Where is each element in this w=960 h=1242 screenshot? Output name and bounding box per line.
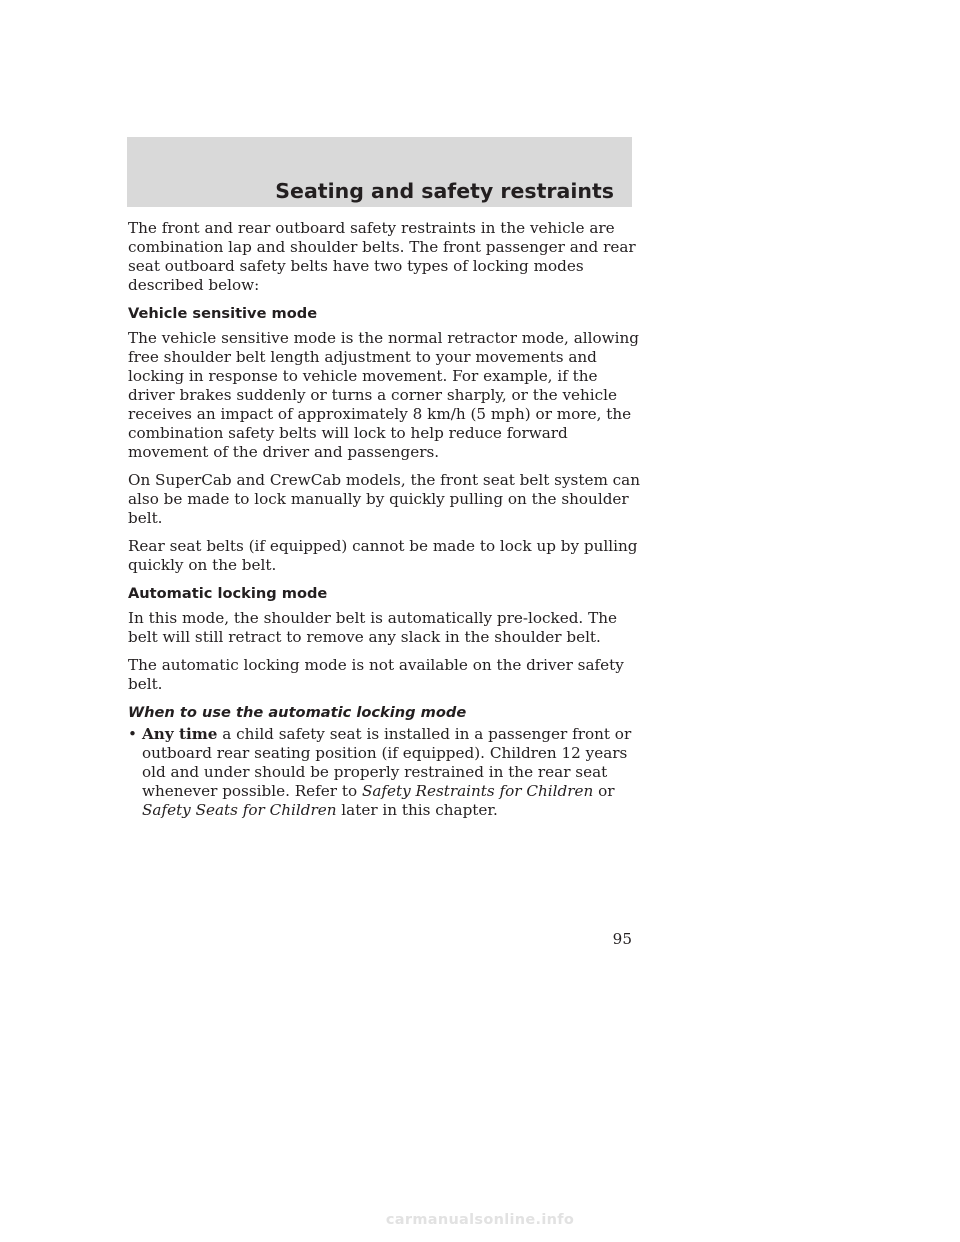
bullet-text-2: or	[593, 782, 615, 800]
automatic-locking-paragraph-1: In this mode, the shoulder belt is automatically pre-locked. The belt will still retract to remove any slack in the shoulder belt.	[128, 609, 617, 646]
bullet-lead: Any time	[142, 725, 218, 743]
vehicle-sensitive-paragraph-3: Rear seat belts (if equipped) cannot be made to lock up by pulling quickly on the belt.	[128, 537, 638, 574]
reference-safety-seats-for-children: Safety Seats for Children	[142, 801, 337, 819]
reference-safety-restraints-for-children: Safety Restraints for Children	[361, 782, 594, 800]
section-header-band	[127, 137, 632, 207]
automatic-locking-heading: Automatic locking mode	[128, 585, 328, 602]
vehicle-sensitive-heading: Vehicle sensitive mode	[128, 305, 318, 322]
section-title: Seating and safety restraints	[275, 179, 614, 203]
bullet-text-3: later in this chapter.	[336, 801, 498, 819]
vehicle-sensitive-paragraph-1: The vehicle sensitive mode is the normal retractor mode, allowing free shoulder belt length adjustment to your movements and locking in response to vehicle movement. For example, if the driver brakes suddenly or turns a corner sharply, or the vehicle receives an impact of approximately 8 km/h (5 mph) or more, the combination safety belts will lock to help reduce forward movement of the driver and passengers.	[128, 329, 639, 461]
page-number: 95	[612, 930, 632, 948]
watermark: carmanualsonline.info	[385, 1212, 575, 1228]
bullet-text	[142, 725, 640, 820]
vehicle-sensitive-paragraph-2: On SuperCab and CrewCab models, the front seat belt system can also be made to lock manually by quickly pulling on the shoulder belt.	[128, 471, 641, 527]
automatic-locking-paragraph-2: The automatic locking mode is not available on the driver safety belt.	[128, 656, 624, 693]
bullet-item	[128, 725, 640, 820]
bullet-mark: •	[128, 725, 137, 743]
intro-paragraph: The front and rear outboard safety restraints in the vehicle are combination lap and shoulder belts. The front passenger and rear seat outboard safety belts have two types of locking modes described below:	[128, 219, 636, 294]
when-to-use-heading: When to use the automatic locking mode	[128, 704, 467, 721]
bullet-text-1: a child safety seat is installed in a passenger front or outboard rear seating position (if equipped). Children 12 years old and under should be properly restrained in the rear seat whenever possible. Refer to	[142, 725, 632, 800]
page-content	[128, 219, 640, 820]
